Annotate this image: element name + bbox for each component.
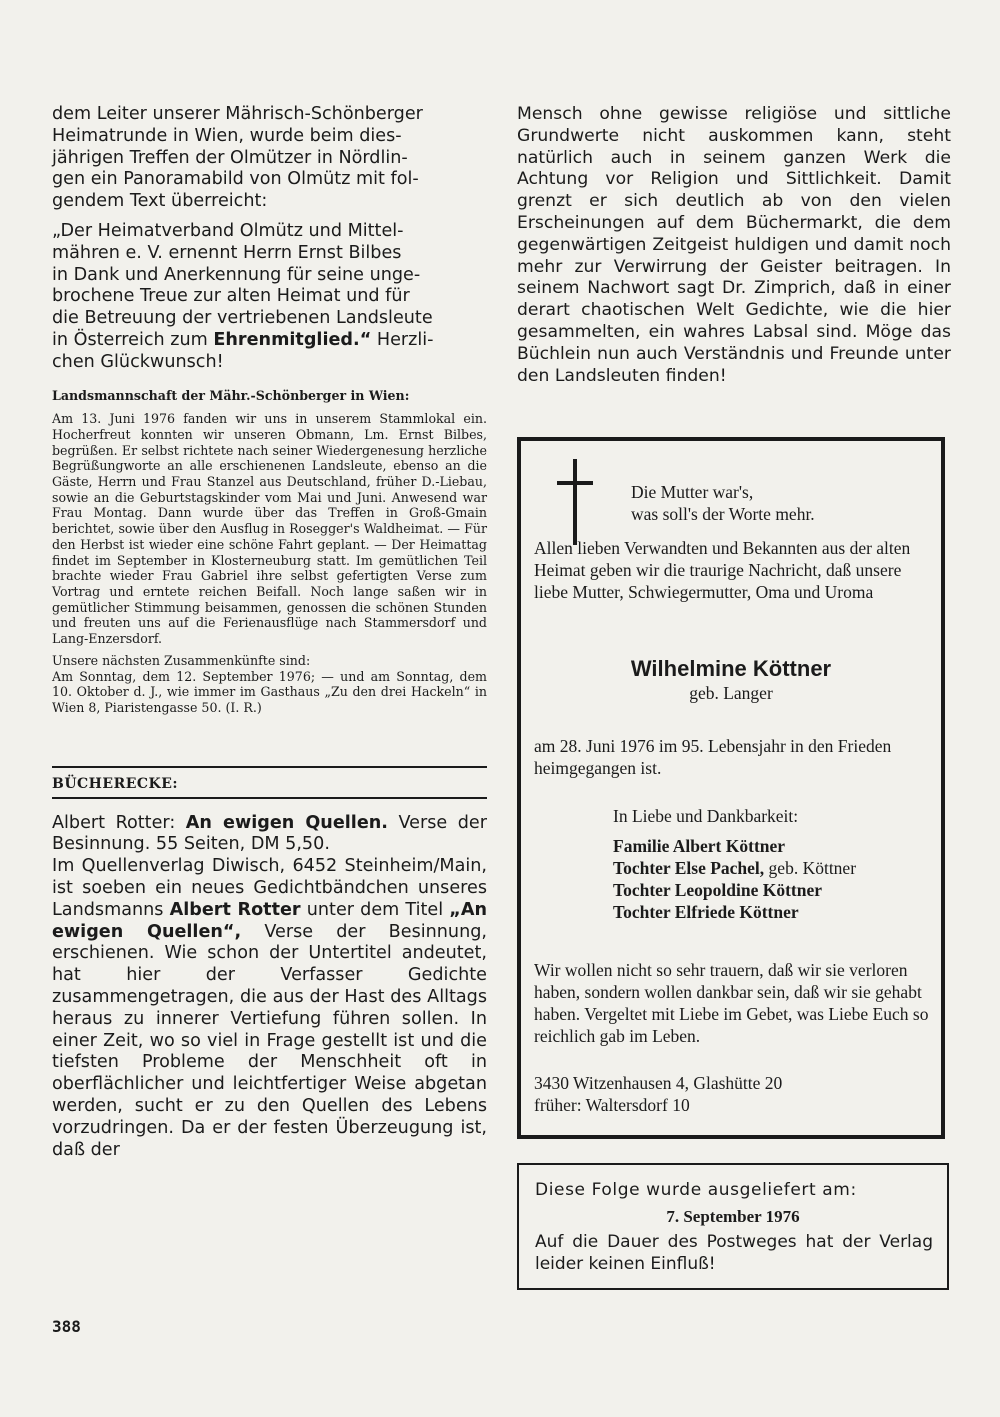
maiden-name: geb. Langer	[689, 683, 773, 703]
delivery-notice	[517, 1163, 949, 1290]
delivery-disclaimer: Auf die Dauer des Postweges hat der Verlag leider keinen Einfluß!	[535, 1232, 933, 1274]
book-author-bold: Albert Rotter	[169, 899, 301, 920]
quote-line: brochene Treue zur alten Heimat und für	[52, 286, 410, 307]
obituary-quote	[631, 481, 815, 525]
intro-line: gen ein Panoramabild von Olmütz mit fol-	[52, 169, 419, 190]
intro-line: jährigen Treffen der Olmützer in Nördlin-	[52, 147, 408, 168]
quote-line: „Der Heimatverband Olmütz und Mittel-	[52, 220, 404, 241]
obituary-intro: Allen lieben Verwandten und Bekannten aus der alten Heimat geben wir die traurige Nachricht, daß unsere liebe Mutter, Schwiegermutter, Oma und Uroma	[534, 538, 911, 602]
address-line: 3430 Witzenhausen 4, Glashütte 20	[534, 1073, 783, 1093]
book-title-bold: „An ewigen Quellen“,	[52, 899, 487, 942]
buecherecke-heading: BÜCHERECKE:	[52, 775, 179, 792]
meetings-dates: Am Sonntag, dem 12. September 1976; — und am Sonntag, dem 10. Oktober d. J., wie immer im Gasthaus „Zu den drei Hackeln“ in Wien 8, Piaristengasse 50. (I. R.)	[52, 668, 487, 715]
right-column	[517, 104, 951, 387]
meetings-heading: Unsere nächsten Zusammenkünfte sind:	[52, 652, 311, 668]
quote-line: chen Glückwunsch!	[52, 351, 224, 372]
book-title: An ewigen Quellen.	[185, 812, 388, 833]
mourner: Tochter Leopoldine Köttner	[613, 880, 823, 900]
quote-line: Herzli-	[371, 329, 434, 350]
divider	[52, 766, 487, 768]
landsmannschaft-heading: Landsmannschaft der Mähr.-Schönberger in Wien:	[52, 387, 410, 403]
address-line: früher: Waltersdorf 10	[534, 1095, 690, 1115]
mourner: Tochter Elfriede Köttner	[613, 902, 799, 922]
mourner-maiden: geb. Köttner	[764, 858, 857, 878]
book-subtitle: Verse der Besinnung. 55 Seiten, DM 5,50.	[52, 812, 487, 855]
quote-line: in Österreich zum	[52, 329, 214, 350]
left-column	[52, 104, 487, 1161]
quote-line: in Dank und Anerkennung für seine unge-	[52, 264, 421, 285]
divider	[52, 797, 487, 799]
book-text: Verse der Besinnung, erschienen. Wie schon der Untertitel andeutet, hat hier der Verfasser Gedichte zusammengetragen, die aus der Hast des Alltags heraus zu innerer Vertiefung führen sollen. In einer Zeit, wo so viel in Frage gestellt ist und die tiefsten Probleme der Menschheit oft in oberflächlicher und leichtfertiger Weise abgetan werden, sucht er zu den Quellen des Lebens vorzudringen. Da er der festen Überzeugung ist, daß der	[52, 921, 487, 1160]
mourners-list	[613, 835, 856, 923]
honor-quote	[52, 221, 487, 374]
delivery-line: Diese Folge wurde ausgeliefert am:	[535, 1180, 857, 1200]
intro-line: gendem Text überreicht:	[52, 191, 268, 212]
book-text: unter dem Titel	[300, 899, 450, 920]
book-review	[52, 813, 487, 1162]
intro-paragraph	[52, 104, 487, 213]
obituary-notice	[517, 437, 945, 1139]
honor-title: Ehrenmitglied.“	[213, 329, 372, 350]
cross-icon	[557, 459, 597, 547]
deceased-name: Wilhelmine Köttner	[630, 656, 832, 681]
mourner: Familie Albert Köttner	[613, 836, 786, 856]
delivery-date: 7. September 1976	[666, 1207, 800, 1226]
quote-line: Die Mutter war's,	[631, 482, 754, 502]
death-date: am 28. Juni 1976 im 95. Lebensjahr in den Frieden heimgegangen ist.	[534, 736, 892, 778]
book-review-continued: Mensch ohne gewisse religiöse und sittliche Grundwerte nicht auskommen kann, steht natürlich auch in seinem ganzen Werk die Achtung vor Religion und Sittlichkeit. Damit grenzt er sich deutlich ab von den vielen Erscheinungen auf dem Büchermarkt, die dem gegenwärtigen Zeitgeist huldigen und damit noch mehr zur Verwirrung der Geister beitragen. In seinem Nachwort sagt Dr. Zimprich, daß in einer derart chaotischen Welt Gedichte, wie die hier gesammelten, ein wahres Labsal sind. Möge das Büchlein nun auch Verständnis und Freunde unter den Landsleuten finden!	[517, 104, 951, 386]
mourner: Tochter Else Pachel,	[613, 858, 765, 878]
intro-line: dem Leiter unserer Mährisch-Schönberger	[52, 104, 423, 124]
obituary-address	[534, 1072, 782, 1116]
page-number: 388	[52, 1317, 81, 1336]
obituary-closing: Wir wollen nicht so sehr trauern, daß wir sie verloren haben, sondern wollen dankbar sein, daß wir sie gehabt haben. Vergeltet mit Liebe im Gebet, was Liebe Euch so reichlich gab im Leben.	[534, 960, 929, 1046]
quote-line: was soll's der Worte mehr.	[631, 504, 815, 524]
love-line: In Liebe und Dankbarkeit:	[613, 806, 799, 826]
intro-line: Heimatrunde in Wien, wurde beim dies-	[52, 125, 402, 146]
quote-line: die Betreuung der vertriebenen Landsleute	[52, 308, 433, 329]
book-author: Albert Rotter:	[52, 812, 186, 833]
book-text: Im Quellenverlag Diwisch, 6452 Steinheim/Main, ist soeben ein neues Gedichtbändchen unseres Landsmanns	[52, 856, 487, 920]
quote-line: mähren e. V. ernennt Herrn Ernst Bilbes	[52, 242, 402, 263]
landsmannschaft-report: Am 13. Juni 1976 fanden wir uns in unserem Stammlokal ein. Hocherfreut konnten wir unseren Obmann, Lm. Ernst Bilbes, begrüßen. Er selbst richtete nach seiner Wiedergenesung herzliche Begrüßungworte an alle erschienenen Landsleute, ebenso an die Gäste, Herrn und Frau Stanzel aus Deutschland, früher D.-Liebau, sowie an die Geburtstagskinder vom Mai und Juni. Anwesend war Frau Montag. Dann wurde über das Treffen in Groß-Gmain berichtet, sowie über den Ausflug in Rosegger's Waldheimat. — Für den Herbst ist wieder eine schöne Fahrt geplant. — Der Heimattag findet im September in Klosterneuburg statt. Im gemütlichen Teil brachte wieder Frau Gabriel ihre selbst gefertigten Verse zum Vortrag und erntete reichen Beifall. Noch lange saßen wir in gemütlicher Stimmung beisammen, genossen die schönen Stunden und freuten uns auf die Ferienausflüge nach Stammersdorf und Lang-Enzersdorf.	[52, 411, 487, 647]
